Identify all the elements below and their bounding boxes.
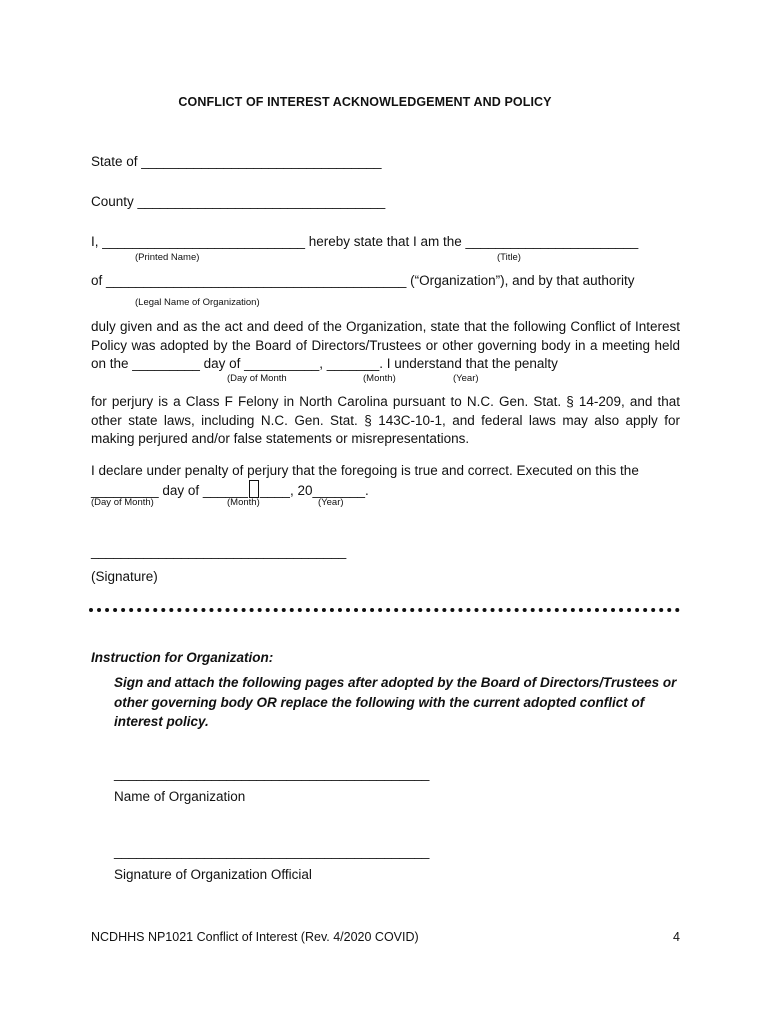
execution-date-part-1: _________ day of ______ [91, 483, 248, 498]
perjury-paragraph: for perjury is a Class F Felony in North Carolina pursuant to N.C. Gen. Stat. § 14-209, and that other state laws, including N.C. Gen. Stat. § 143C-10-1, and federal laws may also apply for making perjured and/or false statements or misrepresentations. [91, 394, 680, 446]
name-title-line: I, ___________________________ hereby state that I am the _______________________ [91, 234, 639, 249]
section-divider [89, 608, 680, 612]
execution-date-part-2: ____, 20_______. [259, 483, 369, 498]
county-field-line: County _________________________________ [91, 194, 386, 209]
adoption-paragraph: duly given and as the act and deed of the Organization, state that the following Conflict of Interest Policy was adopted by the Board of Directors/Trustees or other governing body in a meeting held on the _________ day of __________, _______. I understand that the penalty [91, 319, 680, 371]
footer-form-id: NCDHHS NP1021 Conflict of Interest (Rev. 4/2020 COVID) [91, 930, 419, 944]
month-caption: (Month) [363, 373, 396, 384]
org-name-line: __________________________________________ [114, 766, 430, 781]
org-signature-label: Signature of Organization Official [114, 867, 312, 882]
page-title: CONFLICT OF INTEREST ACKNOWLEDGEMENT AND POLICY [178, 95, 552, 109]
org-name-label: Name of Organization [114, 789, 246, 804]
exec-year-caption: (Year) [318, 497, 344, 508]
state-field-line: State of ________________________________ [91, 154, 382, 169]
title-caption: (Title) [497, 252, 521, 263]
legal-name-caption: (Legal Name of Organization) [135, 297, 260, 308]
org-signature-line: __________________________________________ [114, 844, 430, 859]
exec-day-caption: (Day of Month) [91, 497, 154, 508]
instruction-body: Sign and attach the following pages after adopted by the Board of Directors/Trustees or other governing body OR replace the following with the current adopted conflict of interest policy. [114, 675, 677, 729]
signature-label: (Signature) [91, 569, 158, 584]
page-number: 4 [673, 930, 680, 944]
printed-name-caption: (Printed Name) [135, 252, 200, 263]
day-of-month-caption: (Day of Month [227, 373, 287, 384]
instruction-heading: Instruction for Organization: [91, 650, 274, 665]
year-caption: (Year) [453, 373, 479, 384]
declaration-line: I declare under penalty of perjury that the foregoing is true and correct. Executed on this the [91, 463, 639, 478]
signature-line: __________________________________ [91, 544, 347, 559]
organization-line: of ________________________________________ (“Organization”), and by that authority [91, 273, 635, 288]
text-cursor-box [249, 480, 259, 498]
exec-month-caption: (Month) [227, 497, 260, 508]
